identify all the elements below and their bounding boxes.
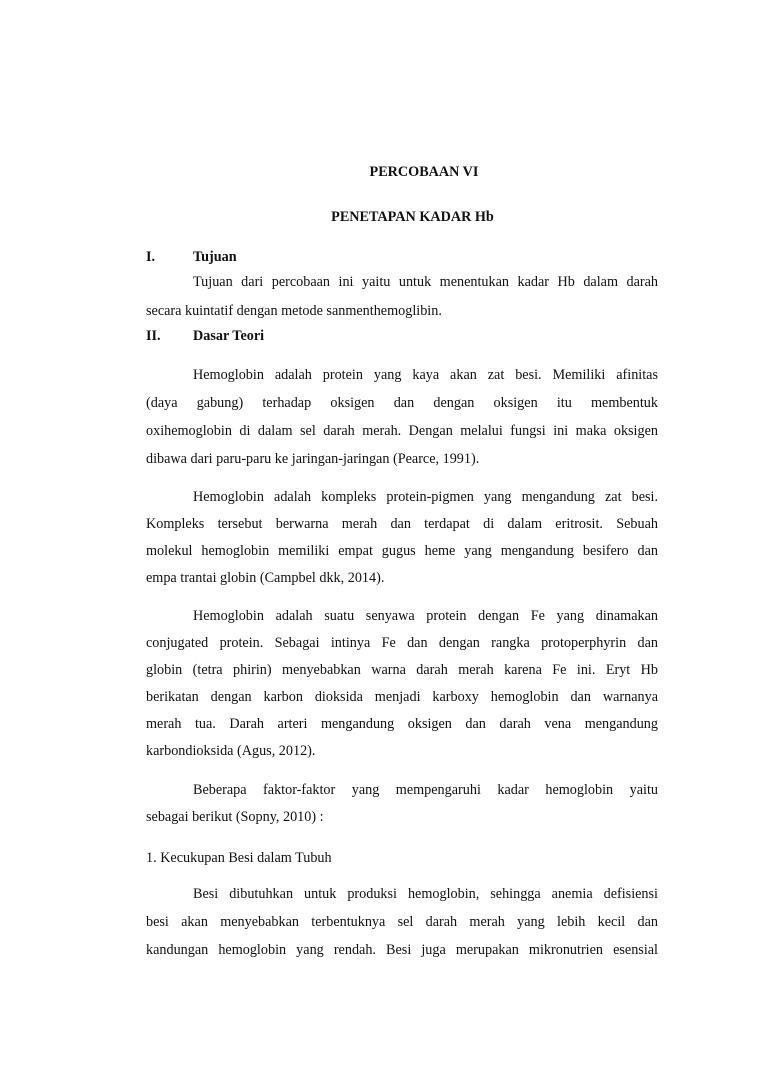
section-heading-dasar-teori: Dasar Teori xyxy=(193,328,265,344)
paragraph-line: (daya gabung) terhadap oksigen dan dengan oksigen itu membentuk xyxy=(146,395,658,411)
section-heading-tujuan: Tujuan xyxy=(193,249,237,265)
list-item: 1. Kecukupan Besi dalam Tubuh xyxy=(146,850,332,866)
paragraph-line: Beberapa faktor-faktor yang mempengaruhi kadar hemoglobin yaitu xyxy=(193,782,658,798)
section-number-2: II. xyxy=(146,328,161,344)
paragraph-line: karbondioksida (Agus, 2012). xyxy=(146,743,316,759)
paragraph-line: sebagai berikut (Sopny, 2010) : xyxy=(146,809,324,825)
paragraph-line: merah tua. Darah arteri mengandung oksigen dan darah vena mengandung xyxy=(146,716,658,732)
paragraph-line: Hemoglobin adalah protein yang kaya akan zat besi. Memiliki afinitas xyxy=(193,367,658,383)
paragraph-line: berikatan dengan karbon dioksida menjadi karboxy hemoglobin dan warnanya xyxy=(146,689,658,705)
page-subtitle: PENETAPAN KADAR Hb xyxy=(331,209,494,225)
paragraph-line: oxihemoglobin di dalam sel darah merah. Dengan melalui fungsi ini maka oksigen xyxy=(146,423,658,439)
paragraph-line: secara kuintatif dengan metode sanmenthemoglibin. xyxy=(146,303,442,319)
paragraph-line: Tujuan dari percobaan ini yaitu untuk menentukan kadar Hb dalam darah xyxy=(193,274,658,290)
paragraph-line: empa trantai globin (Campbel dkk, 2014). xyxy=(146,570,385,586)
paragraph-line: besi akan menyebabkan terbentuknya sel darah merah yang lebih kecil dan xyxy=(146,914,658,930)
paragraph-line: kandungan hemoglobin yang rendah. Besi juga merupakan mikronutrien esensial xyxy=(146,942,658,958)
section-number-1: I. xyxy=(146,249,156,265)
paragraph-line: molekul hemoglobin memiliki empat gugus heme yang mengandung besifero dan xyxy=(146,543,658,559)
paragraph-line: globin (tetra phirin) menyebabkan warna darah merah karena Fe ini. Eryt Hb xyxy=(146,662,658,678)
paragraph-line: Hemoglobin adalah suatu senyawa protein dengan Fe yang dinamakan xyxy=(193,608,658,624)
paragraph-line: Kompleks tersebut berwarna merah dan terdapat di dalam eritrosit. Sebuah xyxy=(146,516,658,532)
paragraph-line: Hemoglobin adalah kompleks protein-pigmen yang mengandung zat besi. xyxy=(193,489,658,505)
paragraph-line: dibawa dari paru-paru ke jaringan-jaringan (Pearce, 1991). xyxy=(146,451,480,467)
page-title: PERCOBAAN VI xyxy=(369,164,479,180)
paragraph-line: Besi dibutuhkan untuk produksi hemoglobin, sehingga anemia defisiensi xyxy=(193,886,658,902)
paragraph-line: conjugated protein. Sebagai intinya Fe dan dengan rangka protoperphyrin dan xyxy=(146,635,658,651)
